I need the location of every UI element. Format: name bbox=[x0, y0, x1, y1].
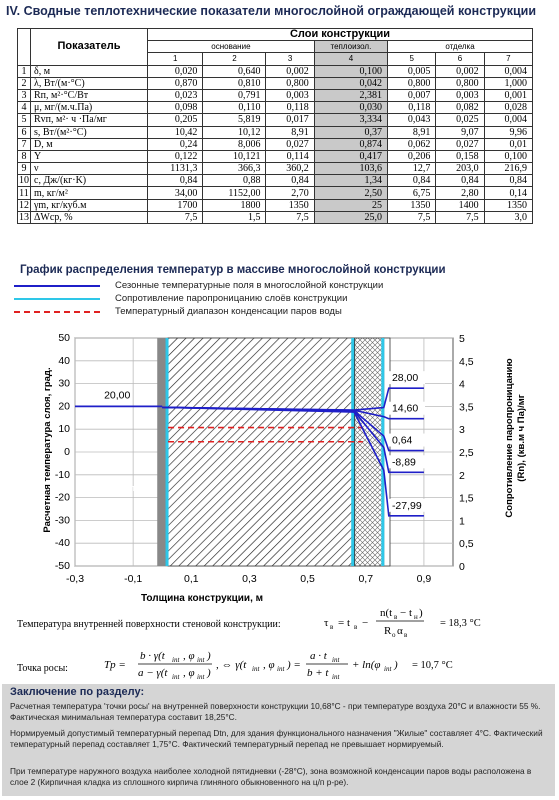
table-cell: 10,42 bbox=[148, 126, 203, 138]
group-header-base: основание bbox=[148, 41, 315, 53]
svg-text:int: int bbox=[197, 656, 205, 664]
svg-text:): ) bbox=[394, 659, 398, 671]
svg-text:) =: ) = bbox=[287, 659, 301, 671]
svg-text:int: int bbox=[277, 665, 285, 673]
table-cell: 0,020 bbox=[148, 65, 203, 77]
row-number: 2 bbox=[18, 77, 31, 89]
table-cell: 0,800 bbox=[388, 77, 436, 89]
x-tick-label: 0,1 bbox=[184, 573, 199, 585]
conclusion-title: Заключение по разделу: bbox=[10, 686, 145, 698]
table-cell: 0,002 bbox=[266, 65, 314, 77]
legend-swatch bbox=[14, 311, 100, 313]
table-cell: 0,24 bbox=[148, 138, 203, 150]
group-header-insulation: теплоизол. bbox=[314, 41, 387, 53]
y-tick-label: 20 bbox=[58, 400, 70, 413]
svg-text:): ) bbox=[207, 650, 211, 662]
table-cell: 0,800 bbox=[436, 77, 484, 89]
chart-title: График распределения температур в массиве многослойной конструкции bbox=[20, 264, 446, 276]
y-tick-label: -40 bbox=[54, 537, 70, 550]
table-cell: 1350 bbox=[388, 199, 436, 211]
table-cell: 34,00 bbox=[148, 187, 203, 199]
svg-text:в: в bbox=[330, 623, 334, 631]
row-indicator: λ, Вт/(м·°C) bbox=[31, 77, 148, 89]
table-cell: 1,000 bbox=[484, 77, 532, 89]
table-cell: 0,027 bbox=[436, 138, 484, 150]
table-cell: 0,84 bbox=[388, 175, 436, 187]
table-cell: 7,5 bbox=[388, 211, 436, 223]
group-header-finish: отделка bbox=[388, 41, 533, 53]
row-indicator: ΔWср, % bbox=[31, 211, 148, 223]
table-cell: 8,006 bbox=[203, 138, 266, 150]
y-tick-label: -30 bbox=[54, 514, 70, 527]
legend-label: Температурный диапазон конденсации паров воды bbox=[115, 306, 342, 317]
svg-text:): ) bbox=[207, 667, 211, 679]
x-tick-label: 0,7 bbox=[358, 573, 374, 585]
table-cell: 1,5 bbox=[203, 211, 266, 223]
table-cell: 0,874 bbox=[314, 138, 387, 150]
table-cell: 2,381 bbox=[314, 89, 387, 101]
table-cell: 0,007 bbox=[388, 89, 436, 101]
svg-text:, φ: , φ bbox=[183, 650, 195, 662]
outside-temperature-label: -27,99 bbox=[391, 499, 422, 512]
surface-temp-label: Температура внутренней поверхности стеновой конструкции: bbox=[17, 619, 281, 630]
svg-text:int: int bbox=[172, 656, 180, 664]
table-cell: 0,118 bbox=[388, 102, 436, 114]
row-number: 3 bbox=[18, 89, 31, 101]
table-row bbox=[18, 211, 533, 223]
heat-flow-label: тепловой поток bbox=[82, 483, 156, 494]
svg-text:b · γ(t: b · γ(t bbox=[140, 650, 165, 662]
table-row bbox=[18, 150, 533, 162]
svg-text:, φ: , φ bbox=[263, 659, 275, 671]
y2-tick-label: 4,5 bbox=[459, 355, 474, 368]
svg-text:n(t: n(t bbox=[380, 607, 393, 619]
surface-temp-result: = 18,3 °C bbox=[440, 618, 481, 629]
table-cell: 0,100 bbox=[484, 150, 532, 162]
svg-text:a · t: a · t bbox=[310, 650, 327, 662]
row-indicator: ν bbox=[31, 163, 148, 175]
section-title: IV. Сводные теплотехнические показатели многослойной ограждающей конструкции bbox=[6, 4, 537, 18]
table-cell: 0,870 bbox=[148, 77, 203, 89]
row-number: 12 bbox=[19, 199, 29, 211]
table-cell: 103,6 bbox=[314, 163, 387, 175]
row-indicator: m, кг/м² bbox=[31, 187, 148, 199]
dew-point-label: Точка росы: bbox=[17, 663, 68, 674]
table-cell: 0,100 bbox=[314, 65, 387, 77]
x-tick-label: 0,5 bbox=[300, 573, 315, 585]
y-tick-label: 50 bbox=[58, 332, 70, 344]
table-row bbox=[18, 138, 533, 150]
svg-text:R: R bbox=[384, 625, 392, 637]
svg-text:int: int bbox=[172, 673, 180, 681]
table-cell: 1350 bbox=[484, 199, 532, 211]
table-cell: 0,640 bbox=[203, 65, 266, 77]
table-cell: 0,042 bbox=[314, 77, 387, 89]
table-cell: 7,5 bbox=[266, 211, 314, 223]
surface-temp-formula bbox=[318, 604, 558, 650]
conclusion-paragraph: При температуре наружного воздуха наиболее холодной пятидневки (-28°C), зона возможной конденсации паров воды расположена в слое 2 (Кирпичная кладка из сплошного кирпича глиняного обыкновенного на ц/п р-ре). bbox=[10, 766, 532, 787]
table-cell: 8,91 bbox=[266, 126, 314, 138]
svg-text:b + t: b + t bbox=[307, 667, 329, 679]
table-cell: 203,0 bbox=[436, 163, 484, 175]
row-indicator: γm, кг/куб.м bbox=[31, 199, 148, 211]
table-cell: 0,158 bbox=[436, 150, 484, 162]
svg-text:+ ln(φ: + ln(φ bbox=[352, 659, 381, 671]
table-cell: 0,017 bbox=[266, 114, 314, 126]
table-cell: 0,88 bbox=[203, 175, 266, 187]
table-cell: 0,122 bbox=[148, 150, 203, 162]
table-cell: 0,205 bbox=[148, 114, 203, 126]
table-cell: 7,5 bbox=[148, 211, 203, 223]
svg-text:int: int bbox=[332, 656, 340, 664]
table-cell: 0,023 bbox=[148, 89, 203, 101]
y2-tick-label: 1 bbox=[459, 515, 465, 528]
table-cell: 9,07 bbox=[436, 126, 484, 138]
table-cell: 2,70 bbox=[266, 187, 314, 199]
table-cell: 0,118 bbox=[266, 102, 314, 114]
table-cell: 0,110 bbox=[203, 102, 266, 114]
table-cell: 0,098 bbox=[148, 102, 203, 114]
table-cell: 7,5 bbox=[436, 211, 484, 223]
table-row bbox=[18, 65, 533, 77]
table-cell: 0,028 bbox=[484, 102, 532, 114]
row-indicator: μ, мг/(м.ч.Па) bbox=[31, 102, 148, 114]
table-cell: 3,334 bbox=[314, 114, 387, 126]
table-cell: 1800 bbox=[203, 199, 266, 211]
row-number: 11 bbox=[19, 187, 29, 199]
y-tick-label: -20 bbox=[54, 491, 70, 504]
table-cell: 0,004 bbox=[484, 65, 532, 77]
y2-axis-label: Сопротивление паропроницанию(Rn), (кв.м ч Па)/мг bbox=[504, 358, 527, 518]
table-cell: 10,12 bbox=[203, 126, 266, 138]
svg-text:в: в bbox=[354, 623, 358, 631]
table-cell: 1,34 bbox=[314, 175, 387, 187]
table-cell: 0,002 bbox=[436, 65, 484, 77]
legend-label: Сезонные температурные поля в многослойной конструкции bbox=[115, 280, 384, 291]
layer-insulation bbox=[355, 338, 384, 566]
table-cell: 1400 bbox=[436, 199, 484, 211]
table-cell: 0,84 bbox=[484, 175, 532, 187]
table-cell: 0,114 bbox=[266, 150, 314, 162]
row-number: 10 bbox=[19, 175, 29, 187]
dew-point-result: = 10,7 °C bbox=[412, 660, 453, 671]
svg-text:, ⇔ γ(t: , ⇔ γ(t bbox=[216, 659, 247, 671]
table-cell: 0,001 bbox=[484, 89, 532, 101]
layer-brick bbox=[168, 338, 354, 566]
table-cell: 1350 bbox=[266, 199, 314, 211]
x-tick-label: 0,9 bbox=[416, 573, 432, 585]
table-row bbox=[18, 163, 533, 175]
table-cell: 0,082 bbox=[436, 102, 484, 114]
table-row bbox=[18, 126, 533, 138]
table-cell: 0,84 bbox=[266, 175, 314, 187]
layer-number-header: 1 bbox=[148, 53, 203, 65]
svg-text:в: в bbox=[394, 613, 398, 621]
table-cell: 1700 bbox=[148, 199, 203, 211]
svg-text:в: в bbox=[404, 631, 408, 639]
x-tick-label: -0,3 bbox=[65, 573, 85, 585]
svg-text:o: o bbox=[392, 631, 396, 639]
x-tick-label: 0,3 bbox=[242, 573, 257, 585]
table-cell: 0,01 bbox=[484, 138, 532, 150]
layers-header: Слои конструкции bbox=[148, 29, 533, 41]
y-tick-label: 0 bbox=[64, 446, 70, 458]
row-number: 6 bbox=[18, 126, 31, 138]
table-cell: 25,0 bbox=[314, 211, 387, 223]
row-indicator: Y bbox=[31, 150, 148, 162]
table-cell: 6,75 bbox=[388, 187, 436, 199]
table-row bbox=[18, 187, 533, 199]
conclusion-paragraph: Расчетная температура 'точки росы' на внутренней поверхности конструкции 10,68°C - при температуре воздуха 20°C и влажности 55 %. Фактическая минимальная температура составит 18,25°C. bbox=[10, 701, 541, 722]
table-cell: 0,025 bbox=[436, 114, 484, 126]
y2-tick-label: 1,5 bbox=[459, 492, 474, 505]
indicator-header: Показатель bbox=[31, 29, 148, 66]
table-row bbox=[18, 175, 533, 187]
svg-text:int: int bbox=[332, 673, 340, 681]
table-cell: 0,027 bbox=[266, 138, 314, 150]
table-row bbox=[18, 77, 533, 89]
svg-text:− t: − t bbox=[400, 607, 413, 619]
table-cell: 0,810 bbox=[203, 77, 266, 89]
outside-temperature-label: 14,60 bbox=[391, 402, 419, 415]
y2-tick-label: 2,5 bbox=[459, 447, 474, 459]
y-tick-label: 30 bbox=[58, 377, 70, 390]
legend-label: Сопротивление паропроницанию слоёв конструкции bbox=[115, 293, 348, 304]
table-cell: 0,062 bbox=[388, 138, 436, 150]
table-cell: 0,043 bbox=[388, 114, 436, 126]
svg-text:int: int bbox=[197, 673, 205, 681]
y-tick-label: -10 bbox=[54, 468, 70, 481]
svg-text:= t: = t bbox=[338, 617, 351, 629]
row-number: 1 bbox=[18, 65, 31, 77]
y2-tick-label: 2 bbox=[459, 469, 465, 482]
table-cell: 0,84 bbox=[436, 175, 484, 187]
svg-text:−: − bbox=[362, 617, 369, 629]
row-number: 7 bbox=[18, 138, 31, 150]
layer-number-header: 7 bbox=[484, 53, 532, 65]
table-row bbox=[18, 89, 533, 101]
table-cell: 0,37 bbox=[314, 126, 387, 138]
table-cell: 0,003 bbox=[436, 89, 484, 101]
legend-swatch bbox=[14, 285, 100, 287]
svg-text:int: int bbox=[252, 665, 260, 673]
table-cell: 0,84 bbox=[148, 175, 203, 187]
y-tick-label: 40 bbox=[58, 354, 70, 367]
outside-temperature-label: 0,64 bbox=[391, 434, 413, 447]
row-number: 13 bbox=[19, 211, 29, 223]
table-cell: 0,206 bbox=[388, 150, 436, 162]
table-cell: 2,50 bbox=[314, 187, 387, 199]
y2-tick-label: 0 bbox=[459, 561, 465, 573]
svg-text:, φ: , φ bbox=[183, 667, 195, 679]
layer-number-header: 4 bbox=[314, 53, 387, 65]
table-cell: 3,0 bbox=[484, 211, 532, 223]
layer-number-header: 5 bbox=[388, 53, 436, 65]
outside-temperature-label: -8,89 bbox=[391, 456, 416, 469]
table-cell: 0,14 bbox=[484, 187, 532, 199]
table-cell: 12,7 bbox=[388, 163, 436, 175]
table-cell: 10,121 bbox=[203, 150, 266, 162]
row-number: 9 bbox=[18, 163, 31, 175]
table-cell: 8,91 bbox=[388, 126, 436, 138]
layer-number-header: 2 bbox=[203, 53, 266, 65]
table-cell: 1152,00 bbox=[203, 187, 266, 199]
conclusion-box bbox=[2, 684, 555, 796]
layer-number-header: 3 bbox=[266, 53, 314, 65]
layer-number-header: 6 bbox=[436, 53, 484, 65]
row-indicator: c, Дж/(кг·K) bbox=[31, 175, 148, 187]
svg-text:a − γ(t: a − γ(t bbox=[138, 667, 168, 679]
table-cell: 0,004 bbox=[484, 114, 532, 126]
row-indicator: δ, м bbox=[31, 65, 148, 77]
row-indicator: s, Вт/(м²·°C) bbox=[31, 126, 148, 138]
outside-temperature-label: 28,00 bbox=[391, 372, 419, 385]
table-cell: 5,819 bbox=[203, 114, 266, 126]
y2-tick-label: 3 bbox=[459, 424, 465, 437]
inside-temperature-label: 20,00 bbox=[104, 389, 131, 402]
table-cell: 0,800 bbox=[266, 77, 314, 89]
row-number-header bbox=[18, 29, 31, 66]
x-tick-label: -0,1 bbox=[124, 573, 143, 585]
table-cell: 0,030 bbox=[314, 102, 387, 114]
svg-text:): ) bbox=[419, 607, 423, 619]
dew-point-formula bbox=[100, 646, 555, 684]
table-cell: 25 bbox=[314, 199, 387, 211]
row-number: 8 bbox=[18, 150, 31, 162]
legend-swatch bbox=[14, 298, 100, 300]
table-cell: 0,791 bbox=[203, 89, 266, 101]
y2-tick-label: 3,5 bbox=[459, 401, 474, 414]
y2-tick-label: 0,5 bbox=[459, 538, 474, 551]
table-cell: 0,417 bbox=[314, 150, 387, 162]
y2-tick-label: 5 bbox=[459, 333, 465, 345]
table-cell: 366,3 bbox=[203, 163, 266, 175]
y-axis-label: Расчетная температура слоя, град. bbox=[42, 367, 53, 533]
y-tick-label: 10 bbox=[58, 423, 70, 436]
table-cell: 9,96 bbox=[484, 126, 532, 138]
table-row bbox=[18, 199, 533, 211]
y-tick-label: -50 bbox=[54, 560, 70, 572]
row-number: 5 bbox=[18, 114, 31, 126]
svg-text:α: α bbox=[397, 625, 403, 637]
row-indicator: D, м bbox=[31, 138, 148, 150]
temperature-chart bbox=[0, 320, 559, 610]
table-cell: 0,003 bbox=[266, 89, 314, 101]
svg-text:н: н bbox=[414, 613, 418, 621]
table-row bbox=[18, 102, 533, 114]
table-cell: 2,80 bbox=[436, 187, 484, 199]
row-indicator: Rп, м²·°C/Вт bbox=[31, 89, 148, 101]
svg-text:int: int bbox=[384, 665, 392, 673]
conclusion-paragraph: Нормируемый допустимый температурный перепад Dtn, для здания функционального назначения "Жилые" составляет 4°C. Фактический температурный перепад составляет 1,75°C. Фактический температурный перепад не превышает нормируемый. bbox=[10, 728, 543, 749]
table-cell: 1131,3 bbox=[148, 163, 203, 175]
svg-text:τ: τ bbox=[324, 617, 329, 629]
x-axis-label: Толщина конструкции, м bbox=[140, 593, 264, 604]
row-indicator: Rvп, м²· ч ·Па/мг bbox=[31, 114, 148, 126]
table-cell: 360,2 bbox=[266, 163, 314, 175]
row-number: 4 bbox=[18, 102, 31, 114]
svg-text:Tp =: Tp = bbox=[104, 659, 126, 671]
table-row bbox=[18, 114, 533, 126]
y2-tick-label: 4 bbox=[459, 378, 465, 391]
table-cell: 216,9 bbox=[484, 163, 532, 175]
table-cell: 0,005 bbox=[388, 65, 436, 77]
properties-table bbox=[17, 28, 533, 224]
